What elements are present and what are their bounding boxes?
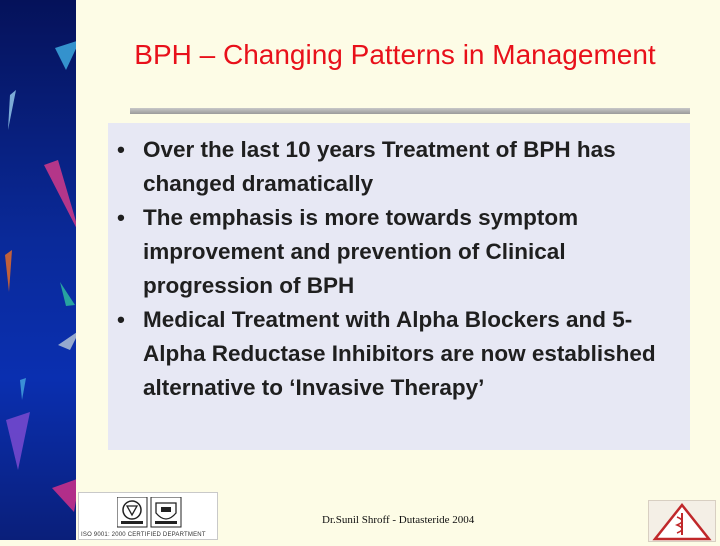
bullet-item (114, 133, 682, 201)
bullet-content-panel (108, 123, 690, 450)
slide-title: BPH – Changing Patterns in Management (134, 39, 656, 70)
bullet-item (114, 303, 682, 405)
decorative-left-band (0, 0, 76, 540)
bullet-list (114, 133, 682, 405)
certification-seals-icon (117, 497, 213, 531)
certification-logo (78, 492, 218, 540)
title-underline-divider (130, 108, 690, 114)
bullet-marker: • (117, 137, 125, 162)
bullet-text: The emphasis is more towards symptom improvement and prevention of Clinical progression of BPH (143, 205, 579, 298)
bullet-marker: • (117, 307, 125, 332)
bullet-text: Over the last 10 years Treatment of BPH has changed dramatically (143, 137, 616, 196)
decorative-shards (0, 0, 76, 540)
department-emblem-icon (648, 500, 716, 542)
footer-credit-text: Dr.Sunil Shroff - Dutasteride 2004 (322, 514, 475, 526)
certification-caption: ISO 9001: 2000 CERTIFIED DEPARTMENT (81, 532, 206, 538)
bullet-item (114, 201, 682, 303)
bullet-text: Medical Treatment with Alpha Blockers and 5-Alpha Reductase Inhibitors are now established alternative to ‘Invasive Therapy’ (143, 307, 656, 400)
bullet-marker: • (117, 205, 125, 230)
